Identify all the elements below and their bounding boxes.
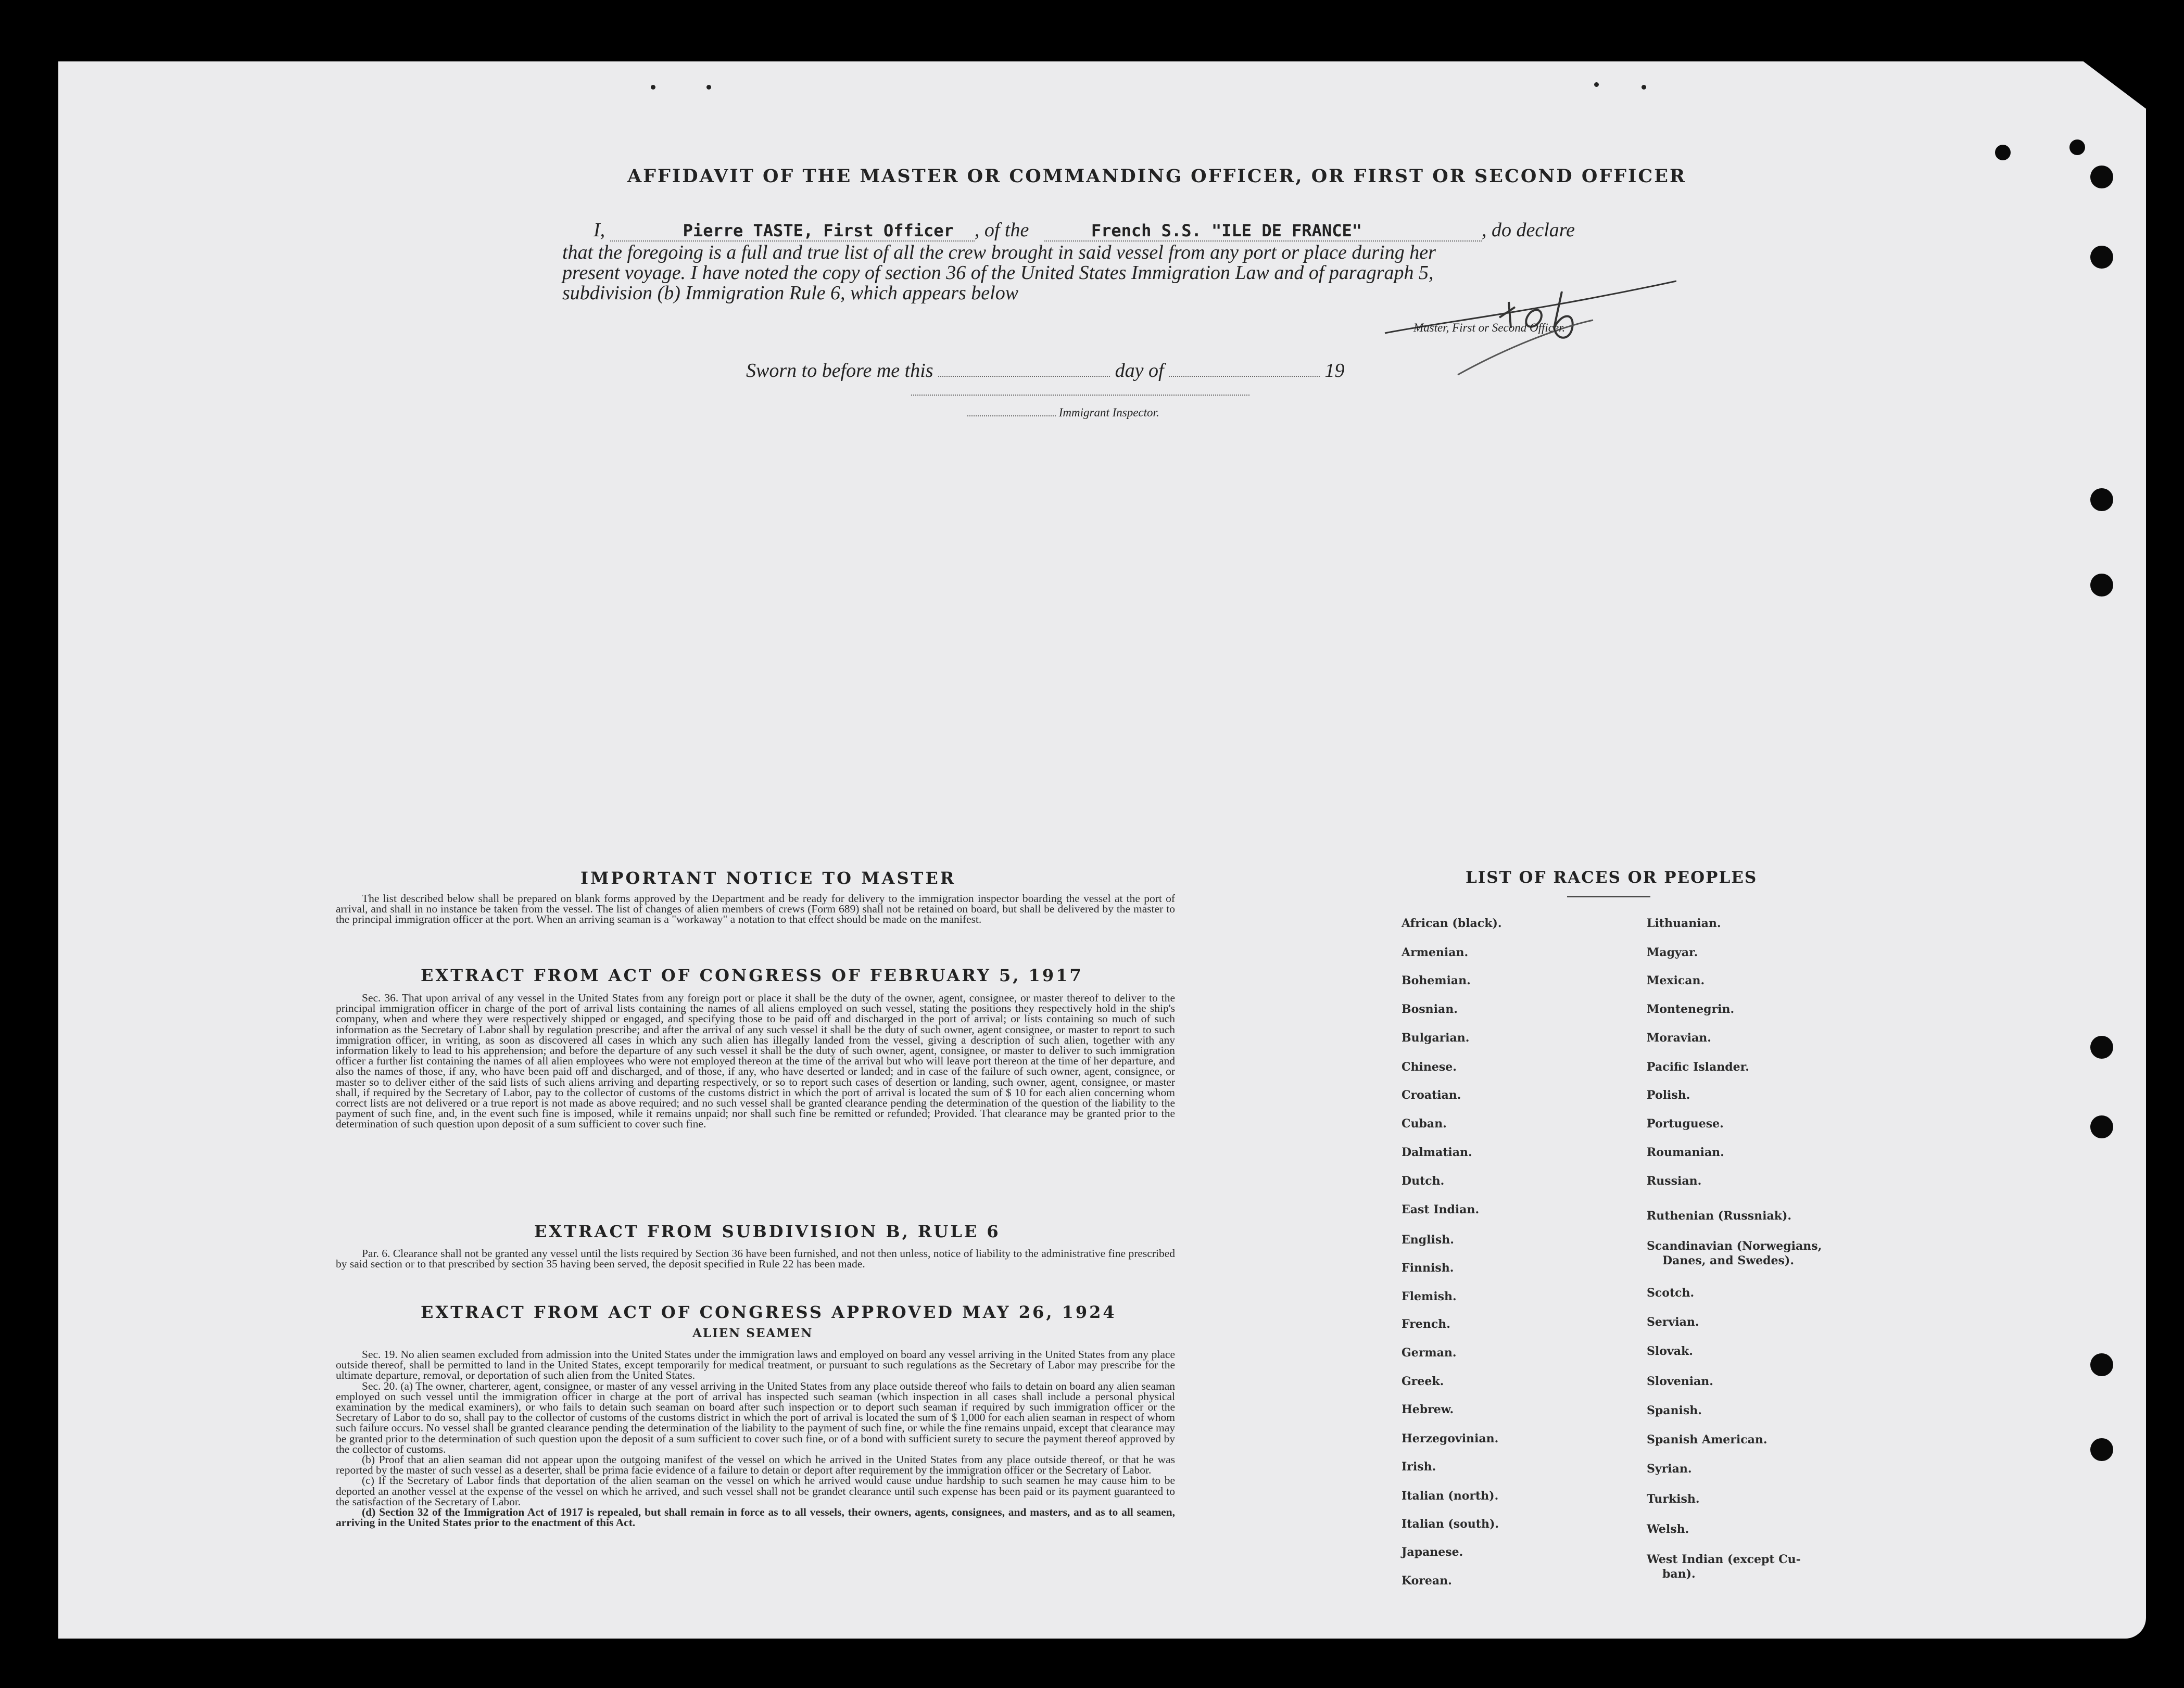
vessel-name: French S.S. "ILE DE FRANCE"	[1044, 221, 1482, 242]
signature-rule	[911, 395, 1249, 396]
notice-text	[336, 893, 1175, 925]
extract-rule6-text	[336, 1248, 1175, 1269]
race-item: Spanish American.	[1647, 1433, 1768, 1446]
notice-paragraph: The list described below shall be prepared on blank forms approved by the Department and be ready for delivery to the immigration inspector boarding the vessel at the port of arrival, and shall in no instance be taken from the vessel. The list of changes of alien members of crews (Form 689) shall not be retained on board, but shall be delivered by the master to the principal immigration officer at the port. When an arriving seaman is a "workaway" a notation to that effect should be made on the manifest.	[336, 892, 1175, 926]
race-item: Greek.	[1402, 1375, 1444, 1388]
race-item: Servian.	[1647, 1315, 1699, 1329]
sec-20b-paragraph: (b) Proof that an alien seaman did not appear upon the outgoing manifest of the vessel on which he arrived in the United States from any place outside thereof, or that he was reported by the master of such vessel as a deserter, shall be prima facie evidence of a failure to detain or deport after requirement by the immigration officer or the Secretary of Labor.	[336, 1453, 1175, 1477]
extract-rule6-title: EXTRACT FROM SUBDIVISION B, RULE 6	[534, 1222, 1001, 1241]
race-item: Chinese.	[1402, 1060, 1457, 1074]
inspector-caption: Immigrant Inspector.	[1058, 406, 1159, 419]
race-item: Polish.	[1647, 1088, 1690, 1102]
affidavit-line-3: present voyage. I have noted the copy of section 36 of the United States Immigration Law and of paragraph 5,	[562, 262, 1434, 284]
race-item: Lithuanian.	[1647, 917, 1721, 930]
officer-name: Pierre TASTE, First Officer	[610, 221, 975, 242]
race-item: Scandinavian (Norwegians,	[1647, 1239, 1822, 1253]
affidavit-prefix: I,	[594, 219, 605, 241]
race-item: East Indian.	[1402, 1203, 1480, 1216]
race-item: Ruthenian (Russniak).	[1647, 1209, 1792, 1223]
punch-hole	[2069, 139, 2085, 155]
race-item: Pacific Islander.	[1647, 1060, 1749, 1074]
race-item: Flemish.	[1402, 1290, 1457, 1303]
extract-1924-subtitle: ALIEN SEAMEN	[692, 1326, 813, 1340]
sworn-date-blank	[938, 376, 1110, 377]
race-item: French.	[1402, 1317, 1450, 1331]
extract-1917-paragraph: Sec. 36. That upon arrival of any vessel in the United States from any foreign port or place it shall be the duty of the owner, agent, consignee, or master thereof to deliver to the principal immigration officer in charge of the port of arrival lists containing the names of all aliens employed on such vessel, stating the positions they respectively hold in the ship's company, when and where they were respectively shipped or engaged, and specifying those to be paid off and discharged in the port of arrival; or lists containing so much of such information as the Secretary of Labor shall by regulation prescribe; and after the arrival of any such vessel it shall be the duty of such owner, agent consignee, or master to report to such immigration officer, in writing, as soon as discovered all cases in which any such alien has illegally landed from the vessel, giving a description of such alien, together with any information likely to lead to his apprehension; and before the departure of any such vessel it shall be the duty of such owner, agent, consignee, or master to deliver to such immigration officer a further list containing the names of all alien employees who were not employed thereon at the time of the arrival but who will leave port thereon at the time of her departure, and also the names of those, if any, who have been paid off and discharged, and of those, if any, who have deserted or landed; and in case of the failure of such owner, agent, consignee, or master so to deliver either of the said lists of such aliens arriving and departing respectively, or so to report such cases of desertion or landing, such owner, agent, consignee, or master shall, if required by the Secretary of Labor, pay to the collector of customs of the customs district in which the port of arrival is located the sum of $ 10 for each alien concerning whom correct lists are not delivered or a true report is not made as above required; and no such vessel shall be granted clearance pending the determination of the question of the liability to the payment of such fine, and, in the event such fine is imposed, while it remains unpaid; nor shall such fine be remitted or refunded; Provided. That clearance may be granted prior to the determination of such question upon deposit of a sum sufficient to cover such fine.	[336, 992, 1175, 1131]
punch-hole	[2090, 488, 2113, 511]
extract-1924-text	[336, 1349, 1175, 1528]
extract-1917-title: EXTRACT FROM ACT OF CONGRESS OF FEBRUARY 5, 1917	[421, 966, 1083, 985]
extract-1924-title: EXTRACT FROM ACT OF CONGRESS APPROVED MAY 26, 1924	[421, 1302, 1117, 1322]
race-item: West Indian (except Cu-	[1647, 1553, 1801, 1566]
race-item: Turkish.	[1647, 1492, 1700, 1506]
speck	[1642, 85, 1646, 90]
race-item: Danes, and Swedes).	[1662, 1254, 1794, 1267]
inspector-blank	[967, 415, 1056, 416]
extract-rule6-paragraph: Par. 6. Clearance shall not be granted any vessel until the lists required by Section 36 have been furnished, and not then unless, notice of liability to the administrative fine prescribed by said section or to that prescribed by section 35 having been served, the deposit specified in Rule 22 has been made.	[336, 1247, 1175, 1271]
race-item: Bohemian.	[1402, 974, 1471, 987]
race-item: Finnish.	[1402, 1261, 1454, 1275]
race-item: Slovenian.	[1647, 1375, 1713, 1388]
race-item: Magyar.	[1647, 946, 1698, 959]
race-item: Roumanian.	[1647, 1146, 1724, 1159]
race-item: Hebrew.	[1402, 1403, 1454, 1416]
race-item: Croatian.	[1402, 1088, 1461, 1102]
race-item: Herzegovinian.	[1402, 1432, 1499, 1445]
punch-hole	[2090, 1115, 2113, 1138]
race-item: German.	[1402, 1346, 1457, 1360]
punch-hole	[2090, 166, 2113, 188]
race-item: Dutch.	[1402, 1174, 1445, 1188]
race-item: Slovak.	[1647, 1344, 1693, 1358]
race-item: Mexican.	[1647, 974, 1705, 987]
sworn-line	[746, 359, 1345, 382]
affidavit-line-2: that the foregoing is a full and true list of all the crew brought in said vessel from any port or place during her	[562, 242, 1436, 263]
punch-hole	[2090, 1353, 2113, 1376]
sworn-month-blank	[1169, 376, 1320, 377]
notice-title: IMPORTANT NOTICE TO MASTER	[580, 868, 956, 888]
race-item: English.	[1402, 1233, 1454, 1247]
race-item: Bulgarian.	[1402, 1031, 1470, 1045]
sworn-prefix: Sworn to before me this	[746, 360, 933, 382]
speck	[1594, 82, 1599, 87]
race-item: African (black).	[1402, 917, 1502, 930]
sec-20a-paragraph: Sec. 20. (a) The owner, charterer, agent, consignee, or master of any vessel arriving in the United States from any place outside thereof who fails to detain on board any alien seaman employed on such vessel until the immigration officer in charge at the port of arrival has inspected such seaman (which inspection in all cases shall include a personal physical examination by the medical examiners), or who fails to detain such seaman on board after such inspection or to deport such seaman if required by such immigration officer or the Secretary of Labor to do so, shall pay to the collector of customs of the customs district in which the port of arrival is located the sum of $ 1,000 for each alien seaman in respect of whom such failure occurs. No vessel shall be granted clearance pending the determination of the liability to the payment of such fine, or while the fine remains unpaid, except that clearance may be granted prior to the determination of such question upon the deposit of a sum sufficient to cover such fine, or of a bond with sufficient surety to secure the payment thereof approved by the collector of customs.	[336, 1379, 1175, 1455]
race-item: Montenegrin.	[1647, 1002, 1735, 1016]
sworn-day-label: day of	[1115, 360, 1164, 382]
punch-hole	[1995, 145, 2011, 160]
punch-hole	[2090, 1438, 2113, 1461]
sec-20d-paragraph: (d) Section 32 of the Immigration Act of 1917 is repealed, but shall remain in force as to all vessels, their owners, agents, consignees, and masters, and as to all seamen, arriving in the United States prior to the enactment of this Act.	[336, 1506, 1175, 1529]
affidavit-title: AFFIDAVIT OF THE MASTER OR COMMANDING OFFICER, OR FIRST OR SECOND OFFICER	[627, 166, 1687, 187]
race-item: Spanish.	[1647, 1404, 1702, 1417]
race-item: Scotch.	[1647, 1286, 1695, 1300]
race-item: Bosnian.	[1402, 1002, 1458, 1016]
race-item: Korean.	[1402, 1574, 1452, 1588]
race-item: Italian (north).	[1402, 1489, 1499, 1503]
race-item: Cuban.	[1402, 1117, 1447, 1131]
sec-19-paragraph: Sec. 19. No alien seamen excluded from admission into the United States under the immigration laws and employed on board any vessel arriving in the United States from any place outside thereof, shall be permitted to land in the United States, except temporarily for medical treatment, or pursuant to such regulations as the Secretary of Labor may prescribe for the ultimate departure, removal, or deportation of such alien from the United States.	[336, 1348, 1175, 1382]
race-item: Syrian.	[1647, 1462, 1692, 1476]
race-item: Italian (south).	[1402, 1517, 1499, 1531]
affidavit-line-4: subdivision (b) Immigration Rule 6, which appears below	[562, 282, 1019, 304]
race-item: ban).	[1662, 1567, 1696, 1581]
race-item: Moravian.	[1647, 1031, 1711, 1045]
punch-hole	[2090, 1036, 2113, 1059]
affidavit-suffix: , do declare	[1481, 219, 1575, 241]
sworn-year: 19	[1324, 360, 1345, 382]
inspector-label	[967, 406, 1159, 420]
races-divider	[1567, 896, 1650, 897]
sec-20c-paragraph: (c) If the Secretary of Labor finds that deportation of the alien seaman on the vessel on which he arrived would cause undue hardship to such seamen he may cause him to be deported an another vessel at the expense of the vessel on which he arrived, and such vessel shall not be grandet clearance until such expense has been paid or its payment guaranteed to the satisfaction of the Secretary of Labor.	[336, 1474, 1175, 1508]
race-item: Russian.	[1647, 1174, 1702, 1188]
race-item: Welsh.	[1647, 1522, 1689, 1536]
races-title: LIST OF RACES OR PEOPLES	[1466, 868, 1758, 887]
extract-1917-text	[336, 993, 1175, 1129]
race-item: Irish.	[1402, 1460, 1436, 1474]
punch-hole	[2090, 246, 2113, 269]
speck	[651, 85, 655, 90]
speck	[706, 85, 711, 90]
punch-hole	[2090, 574, 2113, 596]
race-item: Portuguese.	[1647, 1117, 1724, 1131]
affidavit-line-1	[594, 219, 1575, 242]
race-item: Dalmatian.	[1402, 1146, 1472, 1159]
race-item: Armenian.	[1402, 946, 1469, 959]
affidavit-mid: , of the	[974, 219, 1029, 241]
race-item: Japanese.	[1402, 1545, 1463, 1559]
signature-caption: Master, First or Second Officer.	[1413, 321, 1566, 334]
